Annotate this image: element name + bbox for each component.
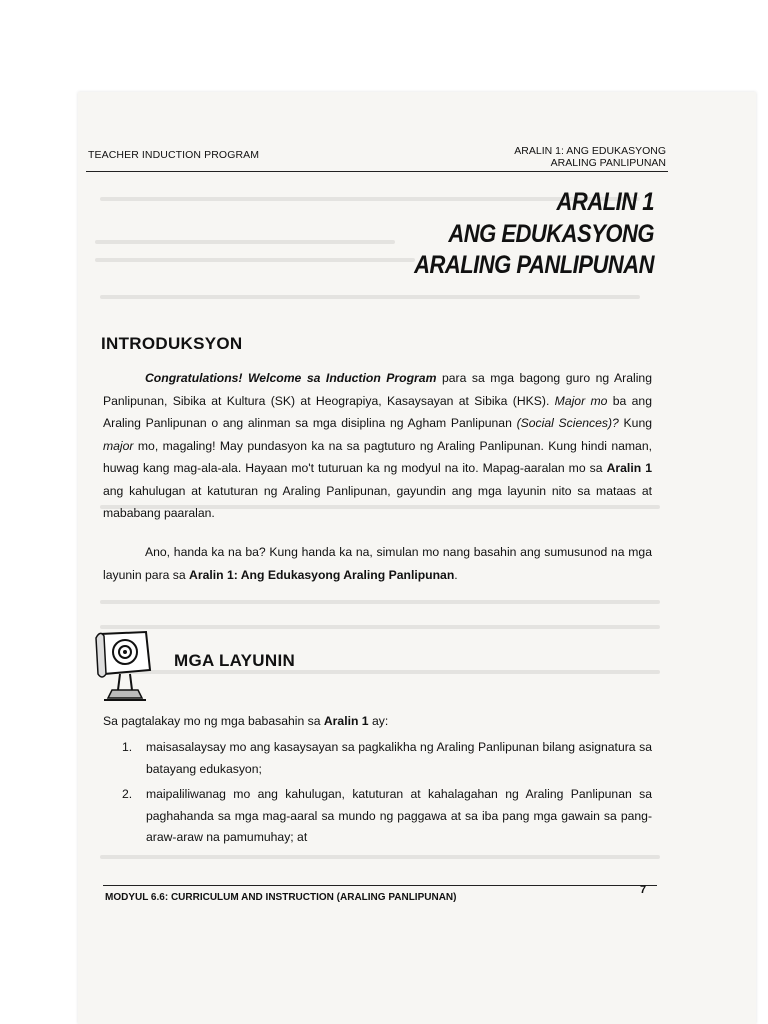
lesson-title-line3: ARALING PANLIPUNAN — [414, 250, 654, 279]
objectives-lead-text-b: ay: — [368, 714, 389, 728]
list-item-number: 2. — [122, 787, 133, 801]
objectives-lead-text-a: Sa pagtalakay mo ng mga babasahin sa — [103, 714, 324, 728]
intro-paragraph-1 — [103, 367, 652, 525]
running-header-left: TEACHER INDUCTION PROGRAM — [88, 149, 260, 161]
bleed-through-line — [95, 258, 415, 262]
intro-p1-text-d: mo, magaling! May pundasyon ka na sa pagtuturo ng Araling Panlipunan. Kung hindi naman, huwag kang mag-ala-ala. Hayaan mo't tuturuan ka ng modyul na ito. Mapag-aaralan mo sa — [103, 438, 652, 475]
intro-p1-text-b: ba ang Araling Panlipunan o ang alinman sa mga disiplina ng Agham Panlipunan — [103, 393, 652, 430]
objectives-lead — [103, 710, 652, 733]
lesson-title-line2: ANG EDUKASYONG — [448, 219, 654, 248]
intro-heading: INTRODUKSYON — [101, 334, 243, 353]
intro-p1-text-a: para sa mga bagong guro ng Araling Panlipunan, Sibika at Kultura (SK) at Heograpiya, Kasaysayan at Sibika (HKS). — [103, 371, 652, 408]
running-header-right — [514, 145, 666, 169]
lesson-title-number: ARALIN 1 — [556, 187, 654, 216]
bleed-through-line — [100, 295, 640, 299]
bleed-through-line — [100, 855, 660, 859]
intro-p1-text-e: ang kahulugan at katuturan ng Araling Panlipunan, gayundin ang mga layunin nito sa mataas at mababang paaralan. — [103, 483, 652, 520]
running-header-right-line2: ARALING PANLIPUNAN — [550, 157, 666, 169]
intro-p1-social-sciences: (Social Sciences)? — [516, 416, 619, 430]
list-item-number: 1. — [122, 740, 133, 754]
header-rule — [86, 171, 668, 172]
intro-paragraph-2 — [103, 541, 652, 586]
list-item-text: maipaliliwanag mo ang kahulugan, katuturan at kahalagahan ng Araling Panlipunan sa paghahanda sa mga mag-aaral sa mundo ng paggawa at sa iba pang mga gawain sa pang-araw-araw na pamumuhay; at — [146, 787, 652, 844]
list-item — [122, 784, 652, 849]
footer-module-title: MODYUL 6.6: CURRICULUM AND INSTRUCTION (ARALING PANLIPUNAN) — [105, 892, 457, 903]
objectives-list — [122, 737, 652, 853]
objectives-lead-aralin1: Aralin 1 — [323, 714, 369, 728]
footer-rule — [103, 885, 657, 886]
intro-p1-major-mo: Major mo — [554, 393, 608, 408]
bleed-through-line — [95, 240, 395, 244]
intro-p1-major: major — [103, 438, 134, 453]
intro-p2-text-a: Ano, handa ka na ba? Kung handa ka na, simulan mo nang basahin ang sumusunod na mga layunin para sa — [103, 545, 652, 582]
list-item-text: maisasalaysay mo ang kasaysayan sa pagkalikha ng Araling Panlipunan bilang asignatura sa batayang edukasyon; — [146, 740, 652, 776]
bleed-through-line — [100, 600, 660, 604]
intro-p2-lesson-name: Aralin 1: Ang Edukasyong Araling Panlipunan — [189, 567, 455, 582]
intro-p1-text-c: Kung — [618, 416, 652, 430]
page-number: 7 — [640, 884, 647, 896]
list-item — [122, 737, 652, 780]
running-header-right-line1: ARALIN 1: ANG EDUKASYONG — [514, 145, 666, 157]
intro-p2-text-b: . — [454, 567, 458, 582]
bleed-through-line — [100, 625, 660, 629]
objectives-heading: MGA LAYUNIN — [174, 651, 296, 670]
intro-p1-welcome: Congratulations! Welcome sa Induction Program — [145, 371, 437, 385]
scroll-target-icon — [90, 630, 160, 705]
intro-p1-aralin1: Aralin 1 — [606, 461, 652, 475]
